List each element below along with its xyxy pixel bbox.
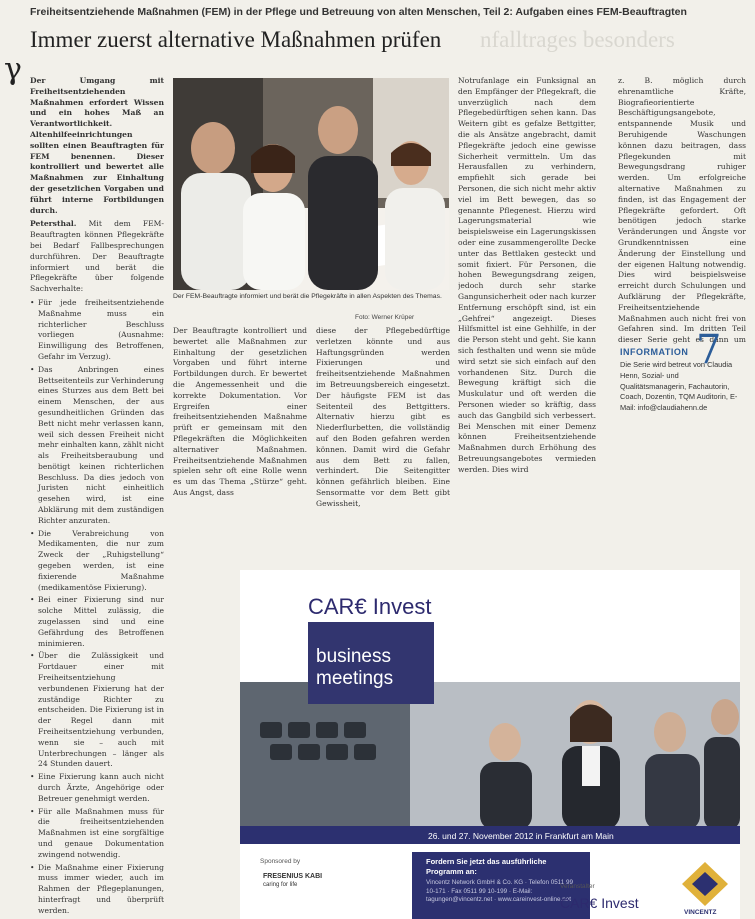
ad-photo xyxy=(240,682,740,830)
ad-title xyxy=(316,646,434,690)
vincentz-logo-icon xyxy=(680,860,730,916)
organizer-brand: CAR€ Invest xyxy=(560,895,639,911)
info-text: Die Serie wird betreut von Claudia Henn, Sozial- und Qualitätsmanagerin, Fachautorin, Coach, Dozentin, TQM Auditorin, E-Mail: info@claudiahenn.de xyxy=(620,360,738,413)
column-3: diese der Pflegebedürftige verletzen könnte und aus Haftungsgründen werden Fixierungen und freiheitsentziehende Maßnahmen im Betreuungsbereich eingesetzt. Der häufigste FEM ist das Seitenteil des Bettgitters. Alternativ hierzu gibt es Niederflurbetten, die vollständig auf den Boden gefahren werden können. Damit wird die Gefahr aus dem Bett zu fallen, verhindert. Die Seitengitter können gefährlich bleiben. Eine Sensormatte vor dem Bett gibt Gewissheit, xyxy=(316,326,450,508)
article-headline: Immer zuerst alternative Maßnahmen prüfen xyxy=(30,27,442,52)
ad-order-details: Vincentz Network GmbH & Co. KG · Telefon 0511 99 10-171 · Fax 0511 99 10-199 · E-Mail: tagungen@vincentz.net · www.careinvest-online.net xyxy=(426,879,573,903)
organizer-name: VINCENTZ xyxy=(684,909,717,916)
list-item: • Das Anbringen eines Bettseitenteils zur Verhinderung eines Sturzes aus dem Bett bei einem Menschen, der aus gesundheitlichen Gründen das Bett nicht mehr verlassen kann, weil sich dessen Freiheit nicht mehr einhalten kann, zählt nicht als Freiheitsberaubung und benötigt keinen richterlichen Beschluss. Da dies jedoch von Juristen nicht einheitlich gesehen wird, ist eine Abklärung mit dem zuständigen Richter anzuraten. xyxy=(30,365,164,527)
list-item: • Die Maßnahme einer Fixierung muss immer wieder, auch im Rahmen der Pflegeplanungen, hinterfragt und überprüft werden. xyxy=(30,863,164,917)
lead-paragraph: Der Umgang mit Freiheitsentziehenden Maßnahmen erfordert Wissen und ein hohes Maß an Verantwortlichkeit. Altenhilfeeinrichtungen sollten einen Beauftragten für FEM benennen. Dieser kontrolliert und bewertet alle Maßnahmen zur Einhaltung der gesetzlichen Vorgaben und führt interne Fortbildungen durch. xyxy=(30,76,164,215)
list-item: • Für alle Maßnahmen muss für die freiheitsentziehenden Maßnahmen ist eine sorgfältige und genaue Dokumentation zwingend notwendig. xyxy=(30,807,164,861)
column-1 xyxy=(30,76,164,919)
photo-caption: Der FEM-Beauftragte informiert und berät die Pflegekräfte in allen Aspekten des Themas. xyxy=(173,293,442,300)
ad-order-title: Fordern Sie jetzt das ausführliche Programm an: xyxy=(426,857,547,876)
paragraph xyxy=(30,219,164,295)
column-5: z. B. möglich durch ehrenamtliche Kräfte, Biografieorientierte Beschäftigungsangebote, entspannende Musik und Beruhigende Waschungen können dazu beitragen, dass Pflegekunden mit Bewegungsdrang ruhiger werden. Um erfolgreiche alternative Maßnahmen zu finden, ist das Engagement der Pflegekräfte gefordert. Oft benötigen jedoch starke Veränderungen und Ängste vor Grundkenntnissen eine Änderung der Einstellung und der eigenen Haltung notwendig. Dies wird beispielsweise erreicht durch Schulungen und Aufklärung der Pflegekräfte, Freiheitsentziehende Maßnahmen auch nicht frei von Gefahren sind. Im dritten Teil dieser Serie geht es dann um xyxy=(618,76,746,344)
ad-brand-logo: CAR€ Invest xyxy=(308,594,432,619)
sponsor-name: FRESENIUS KABI xyxy=(263,873,323,880)
column-4: Notrufanlage ein Funksignal an den Empfänger der Pflegekraft, die unverzüglich nach dem Pflegebedürftigen sehen kann. Das Weitern gibt es gefalze Bettgitter, die als Ansätze angebracht, damit Pflegekräfte jedoch eine gewisse Sicherheit vermitteln. Um das Herausfallen zu verhindern, empfiehlt sich gerade bei Personen, die sich nicht mehr aktiv viel im Bett bewegen, das so genannte Pflegenest. Hierzu wird Lagerungsmaterial wie beispielsweise ein Lagerungskissen oder eine zusammengerollte Decke unter das Bettlaken gesteckt und somit fixiert. Für Personen, die hohen Bewegungsdrang zeigen, jedoch durch sehr starke Gangunsicherheit oder nach kurzer Entfernung erschöpft sind, ist ein „Gehfrei“ angezeigt. Dieses Hilfsmittel ist eine Gehhilfe, in der die Person steht und geht. Sie kann sich festhalten und wenn sie müde wird setzt sie sich einfach auf den vorhandenen Sitz. Durch die Bewegung kräftigt sich die Muskulatur und oft werden die Personen wieder so kräftig, dass auch das Gangbild sich verbessert. Bei Menschen mit einer Demenz können Freiheitsentziehende Maßnahmen durch Erhöhung des Betreuungsangebotes vermieden werden. Dies wird xyxy=(458,76,596,474)
article-kicker: Freiheitsentziehende Maßnahmen (FEM) in der Pflege und Betreuung von alten Menschen, Teil 2: Aufgaben eines FEM-Beauftragten xyxy=(30,6,687,18)
sponsor-logo xyxy=(263,873,322,889)
margin-mark: γ xyxy=(4,52,22,87)
column-2: Der Beauftragte kontrolliert und bewertet alle Maßnahmen zur Einhaltung der gesetzlichen Vorgaben und führt interne Fortbildungen durch. Er bewertet die Angemessenheit und die korrekte Dokumentation. Vor Ergreifen einer freiheitsentziehenden Maßnahme prüft er gemeinsam mit den Pflegekräften die Möglichkeiten alternativer Maßnahmen. Freiheitsentziehende Maßnahmen spielen sehr oft eine Rolle wenn es um das Thema „Stürze“ geht. Aus Angst, dass xyxy=(173,326,307,497)
organizer-label: Veranstalter xyxy=(560,883,595,890)
photo-illustration xyxy=(173,78,449,290)
list-item: • Für jede freiheitsentziehende Maßnahme muss ein richterlicher Beschluss vorliegen (Ausnahme: Einwilligung des Betroffenen, Gefahr im Verzug). xyxy=(30,298,164,363)
series-number: 7 xyxy=(696,327,722,373)
dateline: Petersthal. xyxy=(30,219,77,229)
list-item: • Über die Zulässigkeit und Fortdauer einer mit Freiheitsentziehung verbundenen Fixierung hat der zuständige Richter zu entscheiden. Die Fixierung ist in der Regel dann mit Freiheitsentziehung verbunden, wenn sie – auch mit Unterbrechungen – länger als 24 Stunden dauert. xyxy=(30,651,164,770)
list-item: • Eine Fixierung kann auch nicht durch Ärzte, Angehörige oder Betreuer genehmigt werden. xyxy=(30,772,164,804)
bullet-list xyxy=(30,298,164,917)
sponsor-tagline: caring for life xyxy=(263,882,298,888)
photo-credit: Foto: Werner Krüper xyxy=(355,314,415,321)
bleed-through-text: nfalltrages besonders xyxy=(480,27,675,52)
paragraph-text: Mit dem FEM-Beauftragten können Pflegekräfte bei Bedarf Fallbesprechungen durchführen. Der Beauftragte informiert und berät die Pflegekräfte über folgende Sachverhalte: xyxy=(30,219,164,294)
ad-date: 26. und 27. November 2012 in Frankfurt am Main xyxy=(428,831,614,841)
article-photo xyxy=(173,78,449,290)
sponsor-label: Sponsored by xyxy=(260,858,301,865)
list-item: • Bei einer Fixierung sind nur solche Mittel zulässig, die zugelassen sind und eine Gefährdung des Betroffenen minimieren. xyxy=(30,595,164,649)
ad-title-line: meetings xyxy=(316,668,394,689)
info-title: INFORMATION xyxy=(620,347,689,357)
list-item: • Die Verabreichung von Medikamenten, die nur zum Zweck der „Ruhigstellung“ gegeben werden, ist eine fixierende Maßnahme (medikamentöse Fixierung). xyxy=(30,529,164,594)
ad-title-line: business xyxy=(316,646,391,667)
ad-photo-illustration xyxy=(240,682,740,830)
